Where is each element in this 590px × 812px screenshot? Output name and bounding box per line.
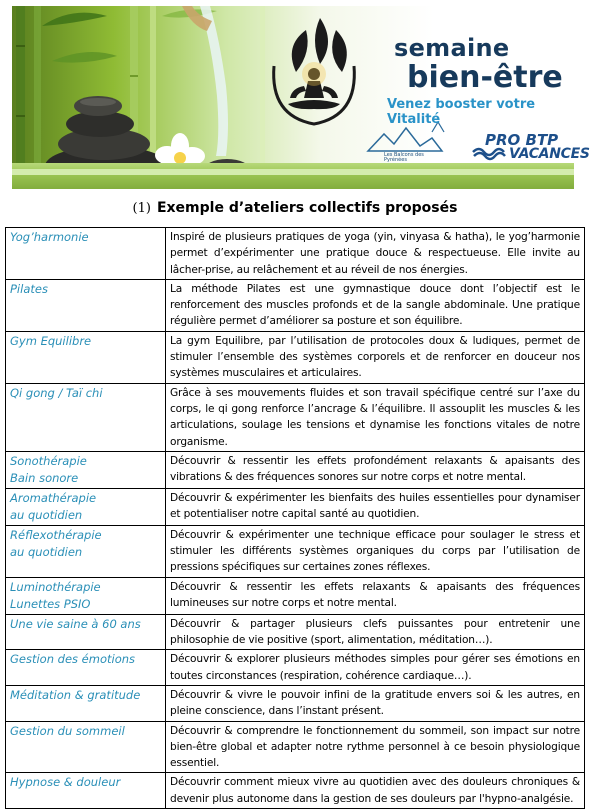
atelier-description: La gym Equilibre, par l’utilisation de protocoles doux & ludiques, permet de stimuler l’ensemble des systèmes corporels et de renforcer en douceur nos systèmes musculaires et articulaires. — [166, 331, 585, 383]
probtp-logo: PRO BTP — [485, 131, 559, 149]
atelier-name-cell — [6, 773, 166, 809]
table-row — [6, 279, 585, 331]
atelier-name-cell — [6, 331, 166, 383]
section-heading — [0, 200, 590, 216]
atelier-name: Gestion du sommeil — [10, 723, 125, 738]
table-row — [6, 773, 585, 809]
heading-number: (1) — [132, 201, 151, 216]
atelier-description: Découvrir & expérimenter une technique efficace pour soulager le stress et stimuler les différents systèmes organiques du corps par l’utilisation de pressions spécifiques sur certaines zones réflexes. — [166, 525, 585, 577]
atelier-name: Lunettes PSIO — [10, 596, 91, 611]
atelier-name-cell — [6, 614, 166, 650]
atelier-name: Bain sonore — [10, 470, 79, 485]
atelier-name: au quotidien — [10, 507, 83, 522]
atelier-name-cell — [6, 228, 166, 280]
atelier-name-cell — [6, 488, 166, 525]
atelier-name: Qi gong / Taï chi — [10, 385, 103, 400]
vacances-logo: VACANCES — [509, 146, 590, 162]
table-row — [6, 383, 585, 451]
table-row — [6, 331, 585, 383]
table-row — [6, 614, 585, 650]
table-row — [6, 525, 585, 577]
table-row — [6, 451, 585, 488]
banner-title-line2: bien-être — [407, 60, 563, 95]
ateliers-table-body — [6, 228, 585, 809]
atelier-name-cell — [6, 383, 166, 451]
atelier-name: Réflexothérapie — [10, 527, 102, 542]
atelier-name-cell — [6, 577, 166, 614]
atelier-description: La méthode Pilates est une gymnastique douce dont l’objectif est le renforcement des muscles profonds et de la sangle abdominale. Une pratique régulière permet d’améliorer sa posture et son équilibre. — [166, 279, 585, 331]
ateliers-table — [5, 227, 585, 809]
balcons-logo: Les Balcons des Pyrénées — [384, 152, 424, 163]
atelier-description: Découvrir & vivre le pouvoir infini de la gratitude envers soi & les autres, en pleine conscience, dans l’instant présent. — [166, 685, 585, 721]
atelier-name: Gestion des émotions — [10, 652, 136, 667]
atelier-name-cell — [6, 279, 166, 331]
bamboo-strip — [12, 163, 574, 189]
banner-title-line1: semaine — [394, 34, 510, 62]
atelier-name: Luminothérapie — [10, 579, 101, 594]
atelier-name-cell — [6, 650, 166, 686]
bamboo-highlight — [12, 169, 574, 175]
atelier-name-cell — [6, 721, 166, 773]
atelier-description: Découvrir comment mieux vivre au quotidien avec des douleurs chroniques & devenir plus autonome dans la gestion de ses douleurs par l'hypno-analgésie. — [166, 773, 585, 809]
table-row — [6, 721, 585, 773]
atelier-description: Inspiré de plusieurs pratiques de yoga (yin, vinyasa & hatha), le yog’harmonie permet d’expérimenter une pratique douce & respectueuse. Elle invite au lâcher-prise, au relâchement et au réveil de nos énergies. — [166, 228, 585, 280]
table-row — [6, 650, 585, 686]
table-row — [6, 488, 585, 525]
atelier-name: Une vie saine à 60 ans — [10, 616, 141, 631]
wellness-banner — [12, 6, 590, 189]
atelier-description: Découvrir & partager plusieurs clefs puissantes pour entretenir une philosophie de vie positive (sport, alimentation, méditation…). — [166, 614, 585, 650]
table-row — [6, 577, 585, 614]
atelier-name: Gym Equilibre — [10, 333, 92, 348]
atelier-name-cell — [6, 451, 166, 488]
atelier-description: Découvrir & explorer plusieurs méthodes simples pour gérer ses émotions en toutes circonstances (respiration, cohérence cardiaque…). — [166, 650, 585, 686]
atelier-name: Aromathérapie — [10, 490, 97, 505]
atelier-name: Méditation & gratitude — [10, 687, 141, 702]
atelier-name: Hypnose & douleur — [10, 775, 121, 790]
heading-text: Exemple d’ateliers collectifs proposés — [156, 200, 458, 216]
atelier-description: Découvrir & expérimenter les bienfaits des huiles essentielles pour dynamiser et potentialiser notre capital santé au quotidien. — [166, 488, 585, 525]
atelier-name: Sonothérapie — [10, 453, 87, 468]
atelier-name: au quotidien — [10, 544, 83, 559]
table-row — [6, 228, 585, 280]
atelier-description: Grâce à ses mouvements fluides et son travail spécifique centré sur l’axe du corps, le qi gong renforce l’ancrage & l’équilibre. Il assouplit les muscles & les articulations, soulage les tensions et dynamise les fonctions vitales de notre organisme. — [166, 383, 585, 451]
table-row — [6, 685, 585, 721]
atelier-description: Découvrir & ressentir les effets relaxants & apaisants des fréquences lumineuses sur notre corps et notre mental. — [166, 577, 585, 614]
atelier-name: Pilates — [10, 281, 48, 296]
atelier-description: Découvrir & ressentir les effets profondément relaxants & apaisants des vibrations & des fréquences sonores sur notre corps et notre mental. — [166, 451, 585, 488]
atelier-name-cell — [6, 525, 166, 577]
meditation-icon — [274, 18, 355, 124]
atelier-name: Yog’harmonie — [10, 230, 89, 244]
banner-tagline: Venez booster votre Vitalité — [387, 97, 536, 127]
atelier-description: Découvrir & comprendre le fonctionnement du sommeil, son impact sur notre bien-être global et adapter notre rythme personnel à ce besoin physiologique essentiel. — [166, 721, 585, 773]
atelier-name-cell — [6, 685, 166, 721]
